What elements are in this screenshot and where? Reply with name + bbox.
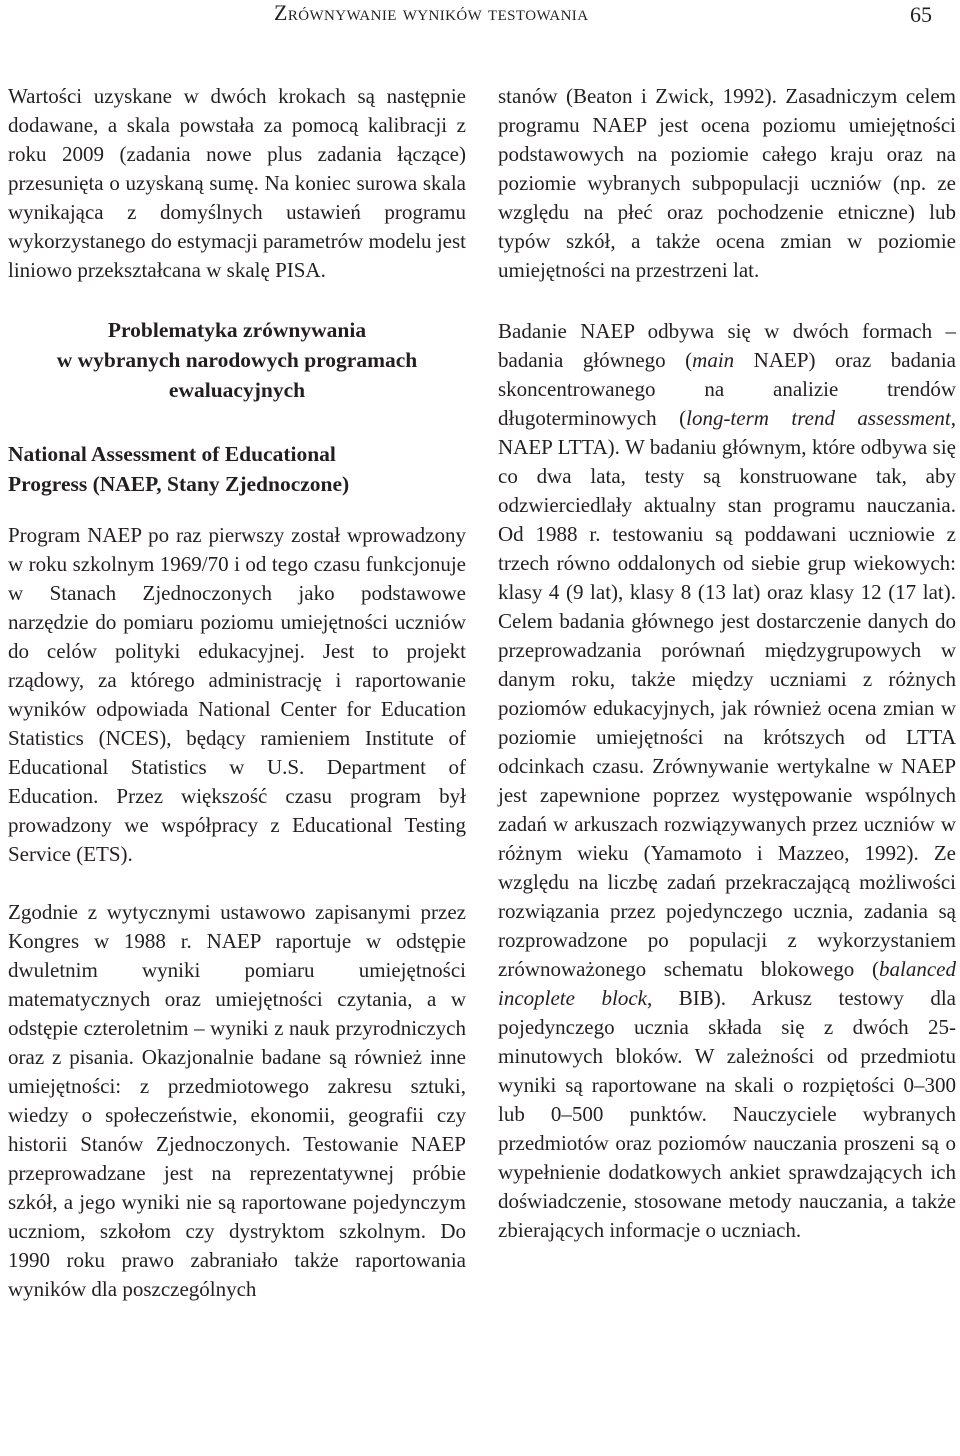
italic-term: balanced incoplete block <box>498 957 956 1010</box>
text-run: NAEP) oraz badania skoncentrowanego na analizie trendów długoterminowych ( <box>498 348 956 430</box>
body-paragraph: stanów (Beaton i Zwick, 1992). Zasadniczym celem programu NAEP jest ocena poziomu umiejętności podstawowych na poziomie całego kraju oraz na poziomie wybranych subpopulacji uczniów (np. ze względu na płeć oraz pochodzenie etniczne) lub typów szkół, a także ocena zmian w poziomie umiejętności na przestrzeni lat. <box>498 84 956 282</box>
italic-term: long-term trend assessment <box>686 406 951 430</box>
subsection-title-line: National Assessment of Educational <box>8 442 336 466</box>
section-title-line: w wybranych narodowych programach <box>56 348 418 372</box>
subsection-title-line: Progress (NAEP, Stany Zjednoczone) <box>8 472 350 496</box>
text-run: , NAEP LTTA). W badaniu głównym, które odbywa się co dwa lata, testy są konstruowane tak, aby odzwierciedlały aktualny stan programu nauczania. Od 1988 r. testowaniu są poddawani uczniowie z trzech równo oddalonych od siebie grup wiekowych: klasy 4 (9 lat), klasy 8 (13 lat) oraz klasy 12 (17 lat). Celem badania głównego jest dostarczenie danych do przeprowadzania porównań międzygrupowych w danym roku, także między uczniami z różnych poziomów edukacyjnych, jak również ocena zmian w poziomie umiejętności na krótszych od LTTA odcinkach czasu. Zrównywanie wertykalne w NAEP jest zapewnione poprzez występowanie wspólnych zadań w arkuszach rozwiązywanych przez uczniów w różnym wieku (Yamamoto i Mazzeo, 1992). Ze względu na liczbę zadań przekraczającą możliwości rozwiązania przez pojedynczego ucznia, zadania są rozprowadzone po populacji z wykorzystaniem zrównoważonego schematu blokowego ( <box>498 406 956 981</box>
page-number: 65 <box>910 2 932 27</box>
body-paragraph: Wartości uzyskane w dwóch krokach są następnie dodawane, a skala powstała za pomocą kalibracji z roku 2009 (zadania nowe plus zadania łączące) przesunięta o uzyskaną sumę. Na koniec surowa skala wynikająca z domyślnych ustawień programu wykorzystanego do estymacji parametrów modelu jest liniowo przekształcana w skalę PISA. <box>8 84 466 282</box>
text-run: Badanie NAEP odbywa się w dwóch formach – badania głównego ( <box>498 319 956 372</box>
section-title-line: Problematyka zrównywania <box>107 318 367 342</box>
running-title: Zrównywanie wyników testowania <box>274 0 589 25</box>
subsection-title <box>8 439 466 499</box>
left-column <box>8 82 466 1304</box>
italic-term: main <box>692 348 735 372</box>
body-paragraph <box>498 317 956 1245</box>
body-paragraph: Program NAEP po raz pierwszy został wprowadzony w roku szkolnym 1969/70 i od tego czasu funkcjonuje w Stanach Zjednoczonych jako podstawowe narzędzie do pomiaru poziomu umiejętności uczniów do celów polityki edukacyjnej. Jest to projekt rządowy, za którego administrację i raportowanie wyników odpowiada National Center for Education Statistics (NCES), będący ramieniem Institute of Educational Statistics w U.S. Department of Education. Przez większość czasu program był prowadzony we współpracy z Educational Testing Service (ETS). <box>8 523 466 866</box>
section-title <box>8 315 466 405</box>
text-run: , BIB). Arkusz testowy dla pojedynczego ucznia składa się z dwóch 25-minutowych bloków. W zależności od przedmiotu wyniki są raportowane na skali o rozpiętości 0–300 lub 0–500 punktów. Nauczyciele wybranych przedmiotów oraz poziomów nauczania proszeni są o wypełnienie dodatkowych ankiet sprawdzających ich doświadczenie, stosowane metody nauczania, a także zbierających informacje o uczniach. <box>498 986 956 1242</box>
page-header <box>0 0 960 30</box>
right-column <box>498 82 956 1245</box>
section-title-line: ewaluacyjnych <box>168 378 306 402</box>
body-paragraph: Zgodnie z wytycznymi ustawowo zapisanymi przez Kongres w 1988 r. NAEP raportuje w odstępie dwuletnim wyniki pomiaru umiejętności matematycznych oraz umiejętności czytania, a w odstępie czteroletnim – wyniki z nauk przyrodniczych oraz z pisania. Okazjonalnie badane są również inne umiejętności: z przedmiotowego zakresu sztuki, wiedzy o społeczeństwie, ekonomii, geografii czy historii Stanów Zjednoczonych. Testowanie NAEP przeprowadzane jest na reprezentatywnej próbie szkół, a jego wyniki nie są raportowane pojedynczym uczniom, szkołom czy dystryktom szkolnym. Do 1990 roku prawo zabraniało także raportowania wyników dla poszczególnych <box>8 900 466 1301</box>
